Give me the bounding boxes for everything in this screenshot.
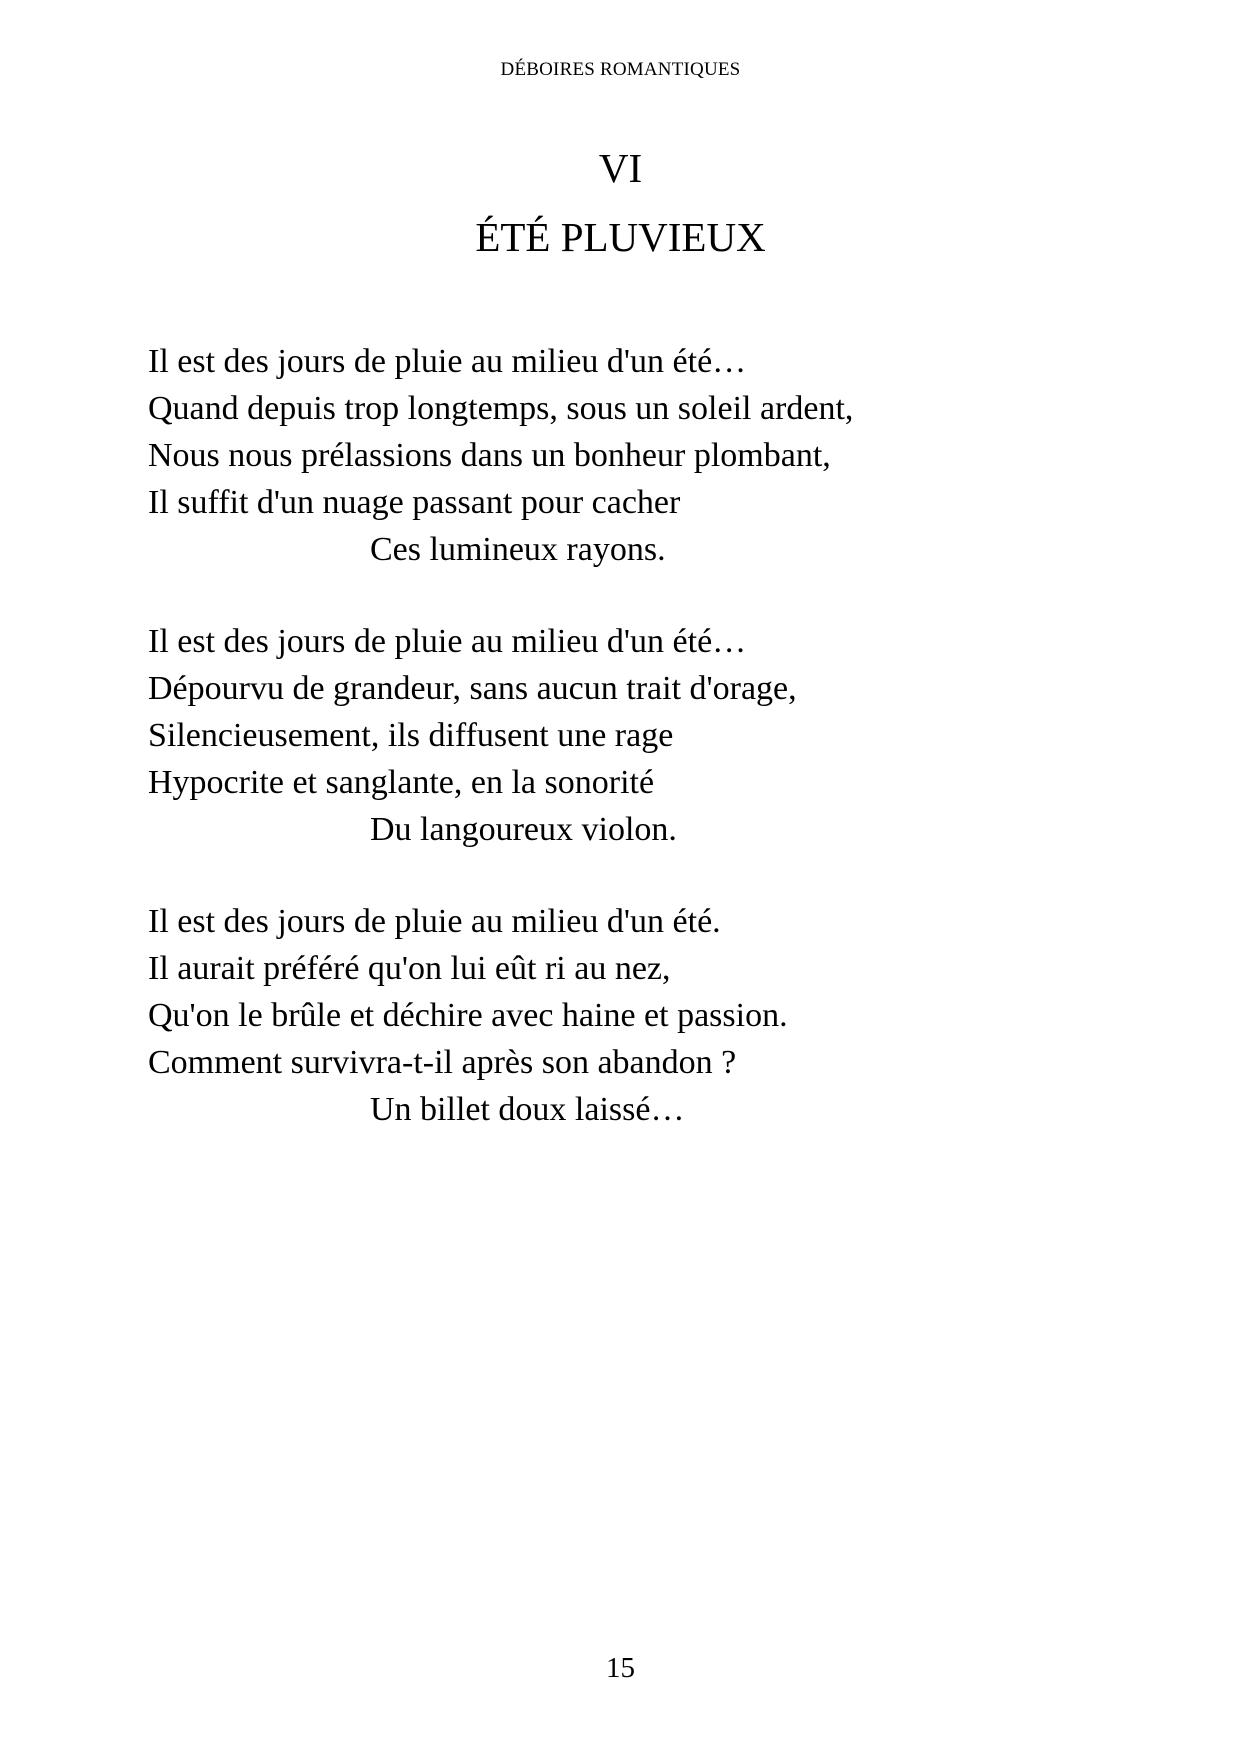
poem-line: Il suffit d'un nuage passant pour cacher <box>148 484 681 521</box>
stanza-3 <box>148 898 1148 1133</box>
poem-line: Il aurait préféré qu'on lui eût ri au nez, <box>148 950 671 987</box>
poem-line-indented: Un billet doux laissé… <box>370 1091 685 1128</box>
poem-line: Il est des jours de pluie au milieu d'un été. <box>148 903 721 940</box>
poem-line: Nous nous prélassions dans un bonheur plombant, <box>148 437 831 474</box>
poem-line: Quand depuis trop longtemps, sous un soleil ardent, <box>148 390 854 427</box>
poem-line-indented: Du langoureux violon. <box>370 811 677 848</box>
poem-line-indented: Ces lumineux rayons. <box>370 531 666 568</box>
poem-line: Silencieusement, ils diffusent une rage <box>148 717 674 754</box>
poem-line: Dépourvu de grandeur, sans aucun trait d'orage, <box>148 670 797 707</box>
poem-line: Il est des jours de pluie au milieu d'un été… <box>148 623 747 660</box>
chapter-number: VI <box>598 145 643 191</box>
poem-body <box>148 338 1148 1178</box>
chapter-title: ÉTÉ PLUVIEUX <box>475 214 766 260</box>
poem-line: Comment survivra-t-il après son abandon ? <box>148 1044 737 1081</box>
stanza-2 <box>148 618 1148 853</box>
stanza-1 <box>148 338 1148 573</box>
poem-line: Qu'on le brûle et déchire avec haine et passion. <box>148 997 788 1034</box>
poem-line: Hypocrite et sanglante, en la sonorité <box>148 764 655 801</box>
page-number: 15 <box>606 1652 635 1684</box>
running-header: DÉBOIRES ROMANTIQUES <box>500 59 741 80</box>
poem-line: Il est des jours de pluie au milieu d'un été… <box>148 343 747 380</box>
